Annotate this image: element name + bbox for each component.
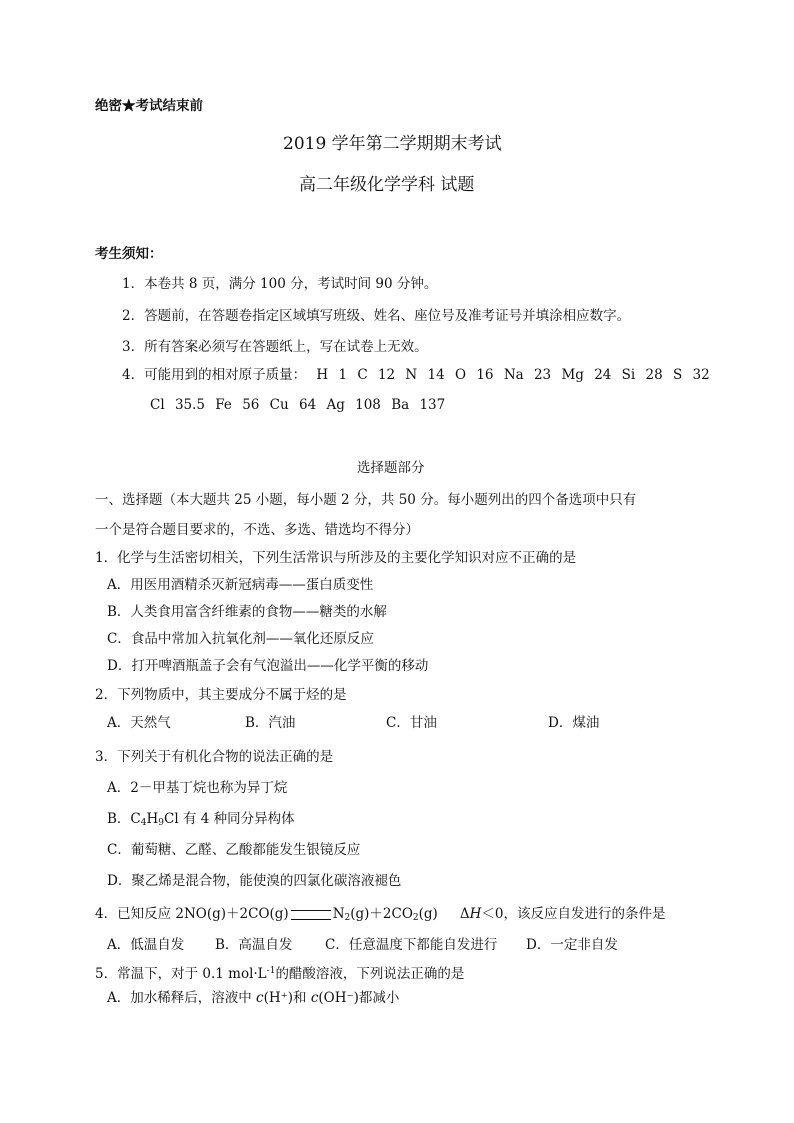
question-1-option: B．人类食用富含纤维素的食物——糖类的水解	[107, 604, 387, 620]
exam-subtitle: 高二年级化学学科 试题	[299, 175, 475, 195]
part-intro-line: 一、选择题（本大题共 25 小题，每小题 2 分，共 50 分。每小题列出的四个备选项中只有	[95, 492, 637, 508]
question-4-option: C．任意温度下都能自发进行	[325, 937, 498, 953]
notice-item: 4．可能用到的相对原子质量： H 1 C 12 N 14 O 16 Na 23 Mg 24 Si 28 S 32	[122, 367, 710, 383]
question-2-option: D．煤油	[548, 715, 600, 731]
section-title: 选择题部分	[357, 460, 425, 476]
question-1-option: C．食品中常加入抗氧化剂——氧化还原反应	[107, 631, 374, 647]
question-1-option: D．打开啤酒瓶盖子会有气泡溢出——化学平衡的移动	[107, 658, 429, 674]
question-2-option: B．汽油	[245, 715, 296, 731]
notice-item: 3．所有答案必须写在答题纸上，写在试卷上无效。	[122, 339, 428, 355]
question-2-option: C．甘油	[386, 715, 437, 731]
question-3-option: C．葡萄糖、乙醛、乙酸都能发生银镜反应	[107, 842, 361, 858]
question-4-option: B．高温自发	[215, 937, 293, 953]
question-4-stem: 4．已知反应 2NO(g)＋2CO(g) $N_2(g)+2CO_2(g)$ ΔH＜0，该反应自发进行的条件是	[95, 906, 666, 923]
exam-title: 2019 学年第二学期期末考试	[283, 134, 502, 154]
question-2-option: A．天然气	[107, 715, 171, 731]
question-5-stem: 5．常温下，对于 0.1 $mol\cdot L^{-1}$的醋酸溶液，下列说法正确的是	[95, 966, 465, 982]
question-1-option: A．用医用酒精杀灭新冠病毒——蛋白质变性	[107, 577, 374, 593]
notice-item: 1．本卷共 8 页，满分 100 分，考试时间 90 分钟。	[122, 276, 438, 292]
equilibrium-arrow-icon	[291, 910, 331, 920]
question-4-option: D．一定非自发	[526, 937, 618, 953]
notice-heading: 考生须知：	[95, 246, 163, 262]
question-4-option: A．低温自发	[107, 937, 185, 953]
question-3-option: D．聚乙烯是混合物，能使溴的四氯化碳溶液褪色	[107, 873, 402, 889]
question-2-stem: 2．下列物质中，其主要成分不属于烃的是	[95, 687, 347, 703]
question-3-option: A．2－甲基丁烷也称为异丁烷	[107, 780, 288, 796]
notice-item: Cl 35.5 Fe 56 Cu 64 Ag 108 Ba 137	[150, 397, 446, 413]
question-1-stem: 1．化学与生活密切相关，下列生活常识与所涉及的主要化学知识对应不正确的是	[95, 550, 577, 566]
question-3-option: B．$C_4H_9Cl$ 有 4 种同分异构体	[107, 811, 295, 828]
confidential-label: 绝密★考试结束前	[95, 98, 203, 114]
question-5-option: A．加水稀释后，溶液中 c(H⁺)和 c(OH⁻)都减小	[107, 990, 400, 1006]
question-3-stem: 3．下列关于有机化合物的说法正确的是	[95, 749, 334, 765]
part-intro-line: 一个是符合题目要求的，不选、多选、错选均不得分）	[95, 522, 419, 538]
notice-item: 2．答题前，在答题卷指定区域填写班级、姓名、座位号及准考证号并填涂相应数字。	[122, 308, 631, 324]
